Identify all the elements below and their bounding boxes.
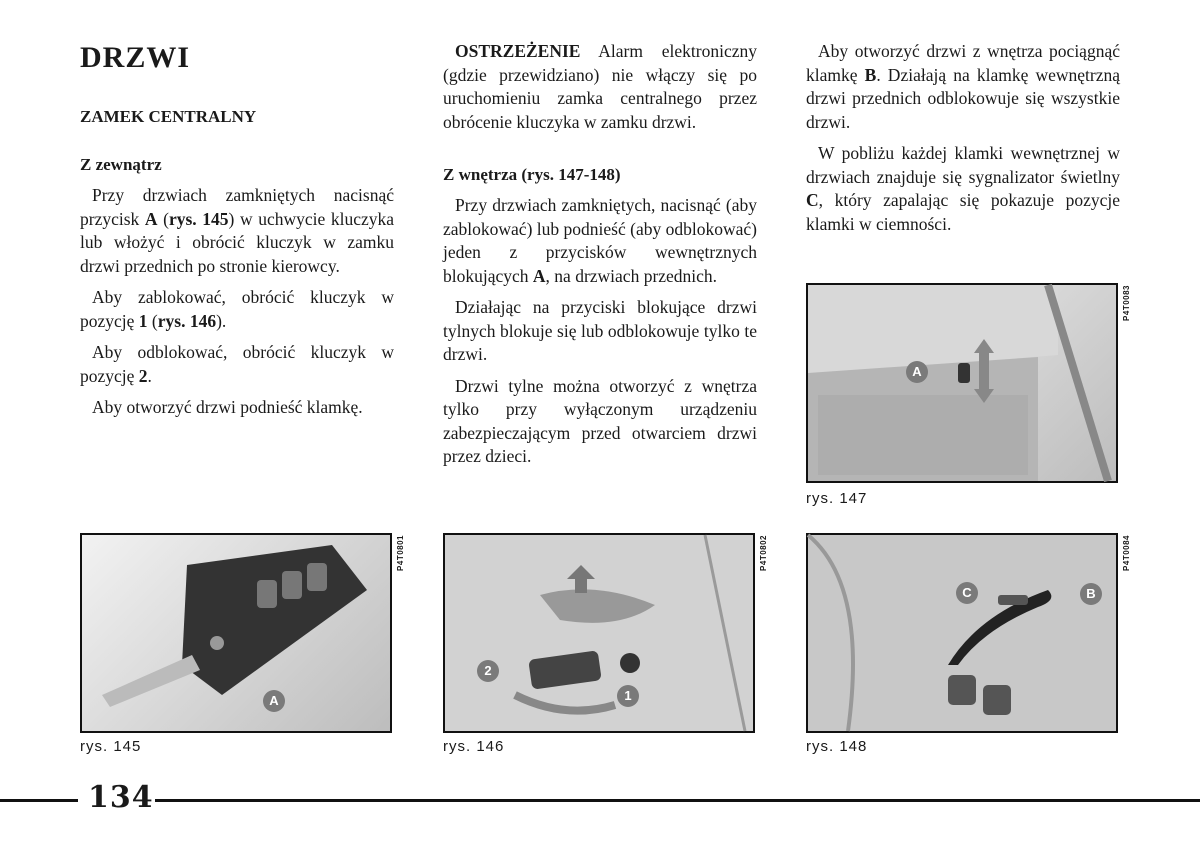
figure-code: P4T0801 — [396, 535, 405, 571]
door-lock-button-illustration — [808, 285, 1116, 481]
paragraph: Aby odblokować, obrócić kluczyk w pozycję 2. — [80, 342, 394, 386]
figure-code: P4T0084 — [1122, 535, 1131, 571]
column-1 — [80, 40, 394, 428]
paragraph: Aby otworzyć drzwi podnieść klamkę. — [92, 397, 363, 417]
paragraph: Aby otworzyć drzwi z wnętrza pociągnąć klamkę B. Działają na klamkę wewnętrzną drzwi przednich odblokowuje się wszystkie drzwi. — [806, 41, 1120, 132]
callout-a: A — [263, 690, 285, 712]
key-fob-illustration — [82, 535, 390, 731]
section-heading: ZAMEK CENTRALNY — [80, 107, 257, 126]
subheading-outside: Z zewnątrz — [80, 155, 162, 174]
figure-146 — [443, 533, 768, 733]
column-3 — [806, 40, 1120, 244]
callout-b: B — [1080, 583, 1102, 605]
interior-door-handle-illustration — [808, 535, 1116, 731]
footer-rule-right — [155, 799, 1200, 802]
page-title: DRZWI — [80, 41, 191, 74]
paragraph: Przy drzwiach zamkniętych, nacisnąć (aby zablokować) lub podnieść (aby odblokować) jeden z przycisków wewnętrznych blokujących A, na drzwiach przednich. — [443, 195, 757, 286]
figure-code: P4T0802 — [759, 535, 768, 571]
door-handle-key-illustration — [445, 535, 753, 731]
callout-2: 2 — [477, 660, 499, 682]
footer-rule-left — [0, 799, 78, 802]
figure-148 — [806, 533, 1131, 733]
figure-145 — [80, 533, 405, 733]
paragraph: W pobliżu każdej klamki wewnętrznej w drzwiach znajduje się sygnalizator świetlny C, który zapalając się pokazuje pozycje klamki w ciemności. — [806, 143, 1120, 234]
callout-1: 1 — [617, 685, 639, 707]
figure-caption: rys. 148 — [806, 738, 868, 755]
paragraph: Przy drzwiach zamkniętych nacisnąć przycisk A (rys. 145) w uchwycie kluczyka lub włożyć i obrócić kluczyk w zamku drzwi przednich po stronie kierowcy. — [80, 185, 395, 276]
figure-caption: rys. 147 — [806, 490, 868, 507]
figure-147 — [806, 283, 1131, 483]
paragraph: Drzwi tylne można otworzyć z wnętrza tylko przy wyłączonym urządzeniu zabezpieczającym przed otwarciem drzwi przez dzieci. — [443, 375, 757, 466]
callout-a: A — [906, 361, 928, 383]
paragraph: Aby zablokować, obrócić kluczyk w pozycję 1 (rys. 146). — [80, 287, 394, 331]
figure-code: P4T0083 — [1122, 285, 1131, 321]
warning-paragraph: OSTRZEŻENIE Alarm elektroniczny (gdzie przewidziano) nie włączy się po uruchomieniu zamka centralnego przez obrócenie kluczyka w zamku drzwi. — [443, 41, 757, 132]
paragraph: Działając na przyciski blokujące drzwi tylnych blokuje się lub odblokowuje tylko te drzwi. — [443, 297, 757, 364]
column-2 — [443, 40, 757, 477]
subheading-inside: Z wnętrza (rys. 147-148) — [443, 165, 621, 184]
callout-c: C — [956, 582, 978, 604]
page-number: 134 — [88, 780, 154, 815]
figure-caption: rys. 146 — [443, 738, 505, 755]
warning-label: OSTRZEŻENIE — [455, 41, 581, 61]
figure-caption: rys. 145 — [80, 738, 142, 755]
